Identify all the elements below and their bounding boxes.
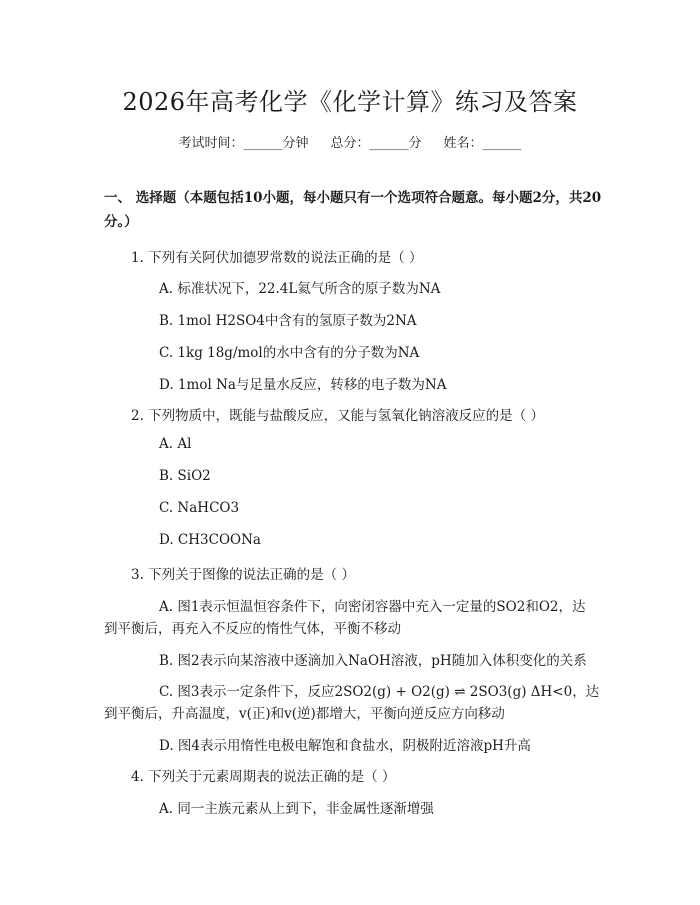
option-3a: A. 图1表示恒温恒容条件下，向密闭容器中充入一定量的SO2和O2，达 [159, 599, 586, 615]
question-stem-2: 2. 下列物质中，既能与盐酸反应，又能与氢氧化钠溶液反应的是（ ） [131, 408, 544, 424]
option-1d: D. 1mol Na与足量水反应，转移的电子数为NA [159, 377, 447, 393]
option-3d: D. 图4表示用惰性电极电解饱和食盐水，阴极附近溶液pH升高 [159, 738, 531, 754]
option-3c: C. 图3表示一定条件下，反应2SO2(g) + O2(g) ⇌ 2SO3(g) ΔH<0，达 [159, 684, 600, 700]
question-stem-4: 4. 下列关于元素周期表的说法正确的是（ ） [131, 769, 396, 785]
option-2a: A. Al [159, 436, 192, 452]
page-title: 2026年高考化学《化学计算》练习及答案 [122, 88, 578, 116]
option-4a: A. 同一主族元素从上到下，非金属性逐渐增强 [159, 801, 434, 817]
student-name-field: 姓名：______ [443, 136, 522, 151]
section-heading: 一、 选择题（本题包括10小题，每小题只有一个选项符合题意。每小题2分，共20分。） [104, 190, 602, 230]
question-stem-3: 3. 下列关于图像的说法正确的是（ ） [131, 567, 355, 583]
option-2b: B. SiO2 [159, 468, 211, 484]
option-1b: B. 1mol H2SO4中含有的氢原子数为2NA [159, 313, 417, 329]
question-stem-1: 1. 下列有关阿伏加德罗常数的说法正确的是（ ） [131, 250, 423, 266]
total-score-field: 总分：______分 [330, 136, 422, 151]
exam-meta [0, 132, 700, 151]
option-1a: A. 标准状况下，22.4L氦气所含的原子数为NA [159, 281, 441, 297]
option-2c: C. NaHCO3 [159, 500, 240, 516]
option-1c: C. 1kg 18g/mol的水中含有的分子数为NA [159, 345, 420, 361]
exam-time-field: 考试时间：______分钟 [178, 136, 309, 151]
option-3a-continued: 到平衡后，再充入不反应的惰性气体，平衡不移动 [104, 621, 401, 637]
option-3b: B. 图2表示向某溶液中逐滴加入NaOH溶液，pH随加入体积变化的关系 [159, 653, 587, 669]
option-3c-continued: 到平衡后，升高温度，v(正)和v(逆)都增大，平衡向逆反应方向移动 [104, 706, 505, 722]
option-2d: D. CH3COONa [159, 532, 261, 548]
